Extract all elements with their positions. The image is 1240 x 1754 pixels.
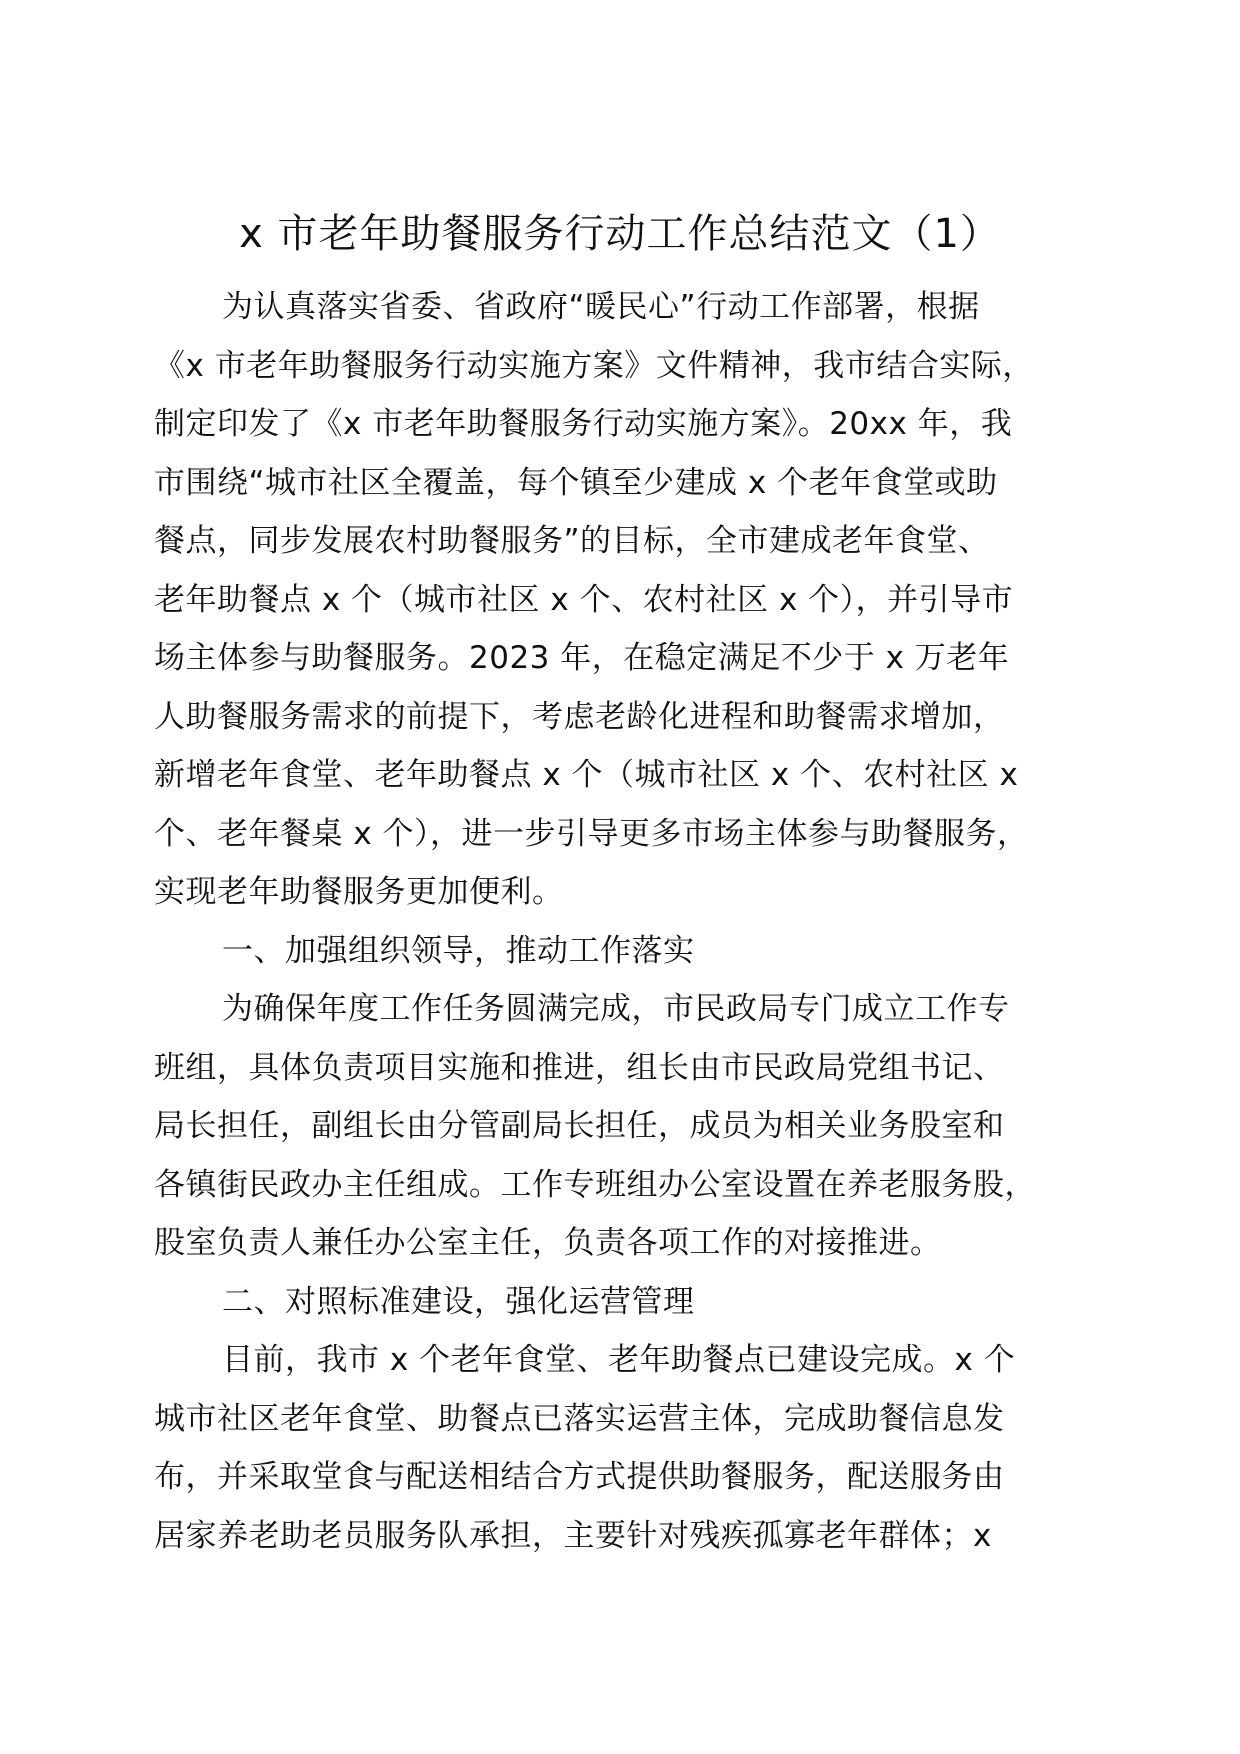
paragraph-line: 个、老年餐桌 x 个），进一步引导更多市场主体参与助餐服务， — [154, 815, 1029, 852]
paragraph-line: 城市社区老年食堂、助餐点已落实运营主体，完成助餐信息发 — [154, 1400, 1005, 1437]
paragraph-line: 《x 市老年助餐服务行动实施方案》文件精神，我市结合实际， — [154, 347, 1034, 384]
paragraph-line: 为确保年度工作任务圆满完成，市民政局专门成立工作专 — [222, 991, 1010, 1027]
paragraph-line: 制定印发了《x 市老年助餐服务行动实施方案》。20xx 年，我 — [154, 406, 1013, 442]
document-title: x 市老年助餐服务行动工作总结范文（1） — [239, 211, 1001, 257]
paragraph-line: 各镇街民政办主任组成。工作专班组办公室设置在养老服务股， — [154, 1166, 1036, 1203]
paragraph-line: 为认真落实省委、省政府“暖民心”行动工作部署，根据 — [222, 289, 980, 325]
paragraph-line: 餐点，同步发展农村助餐服务”的目标，全市建成老年食堂、 — [154, 523, 990, 559]
section-heading: 二、对照标准建设，强化运营管理 — [222, 1283, 695, 1320]
paragraph-line: 人助餐服务需求的前提下，考虑老龄化进程和助餐需求增加， — [154, 698, 1005, 735]
paragraph-line: 局长担任，副组长由分管副局长担任，成员为相关业务股室和 — [154, 1108, 1005, 1144]
section-heading: 一、加强组织领导，推动工作落实 — [222, 932, 695, 969]
paragraph-line: 老年助餐点 x 个（城市社区 x 个、农村社区 x 个），并引导市 — [154, 581, 1014, 618]
paragraph-line: 场主体参与助餐服务。2023 年，在稳定满足不少于 x 万老年 — [154, 640, 1010, 676]
paragraph-line: 目前，我市 x 个老年食堂、老年助餐点已建设完成。x 个 — [222, 1342, 1016, 1378]
paragraph-line: 市围绕“城市社区全覆盖，每个镇至少建成 x 个老年食堂或助 — [154, 464, 998, 501]
paragraph-line: 居家养老助老员服务队承担，主要针对残疾孤寡老年群体；x — [154, 1517, 992, 1554]
paragraph-line: 布，并采取堂食与配送相结合方式提供助餐服务，配送服务由 — [154, 1459, 1005, 1495]
document-body — [154, 278, 1094, 1565]
paragraph-line: 实现老年助餐服务更加便利。 — [154, 874, 564, 910]
paragraph-line: 新增老年食堂、老年助餐点 x 个（城市社区 x 个、农村社区 x — [154, 757, 1019, 793]
paragraph-line: 股室负责人兼任办公室主任，负责各项工作的对接推进。 — [154, 1225, 942, 1261]
paragraph-line: 班组，具体负责项目实施和推进，组长由市民政局党组书记、 — [154, 1049, 1005, 1086]
